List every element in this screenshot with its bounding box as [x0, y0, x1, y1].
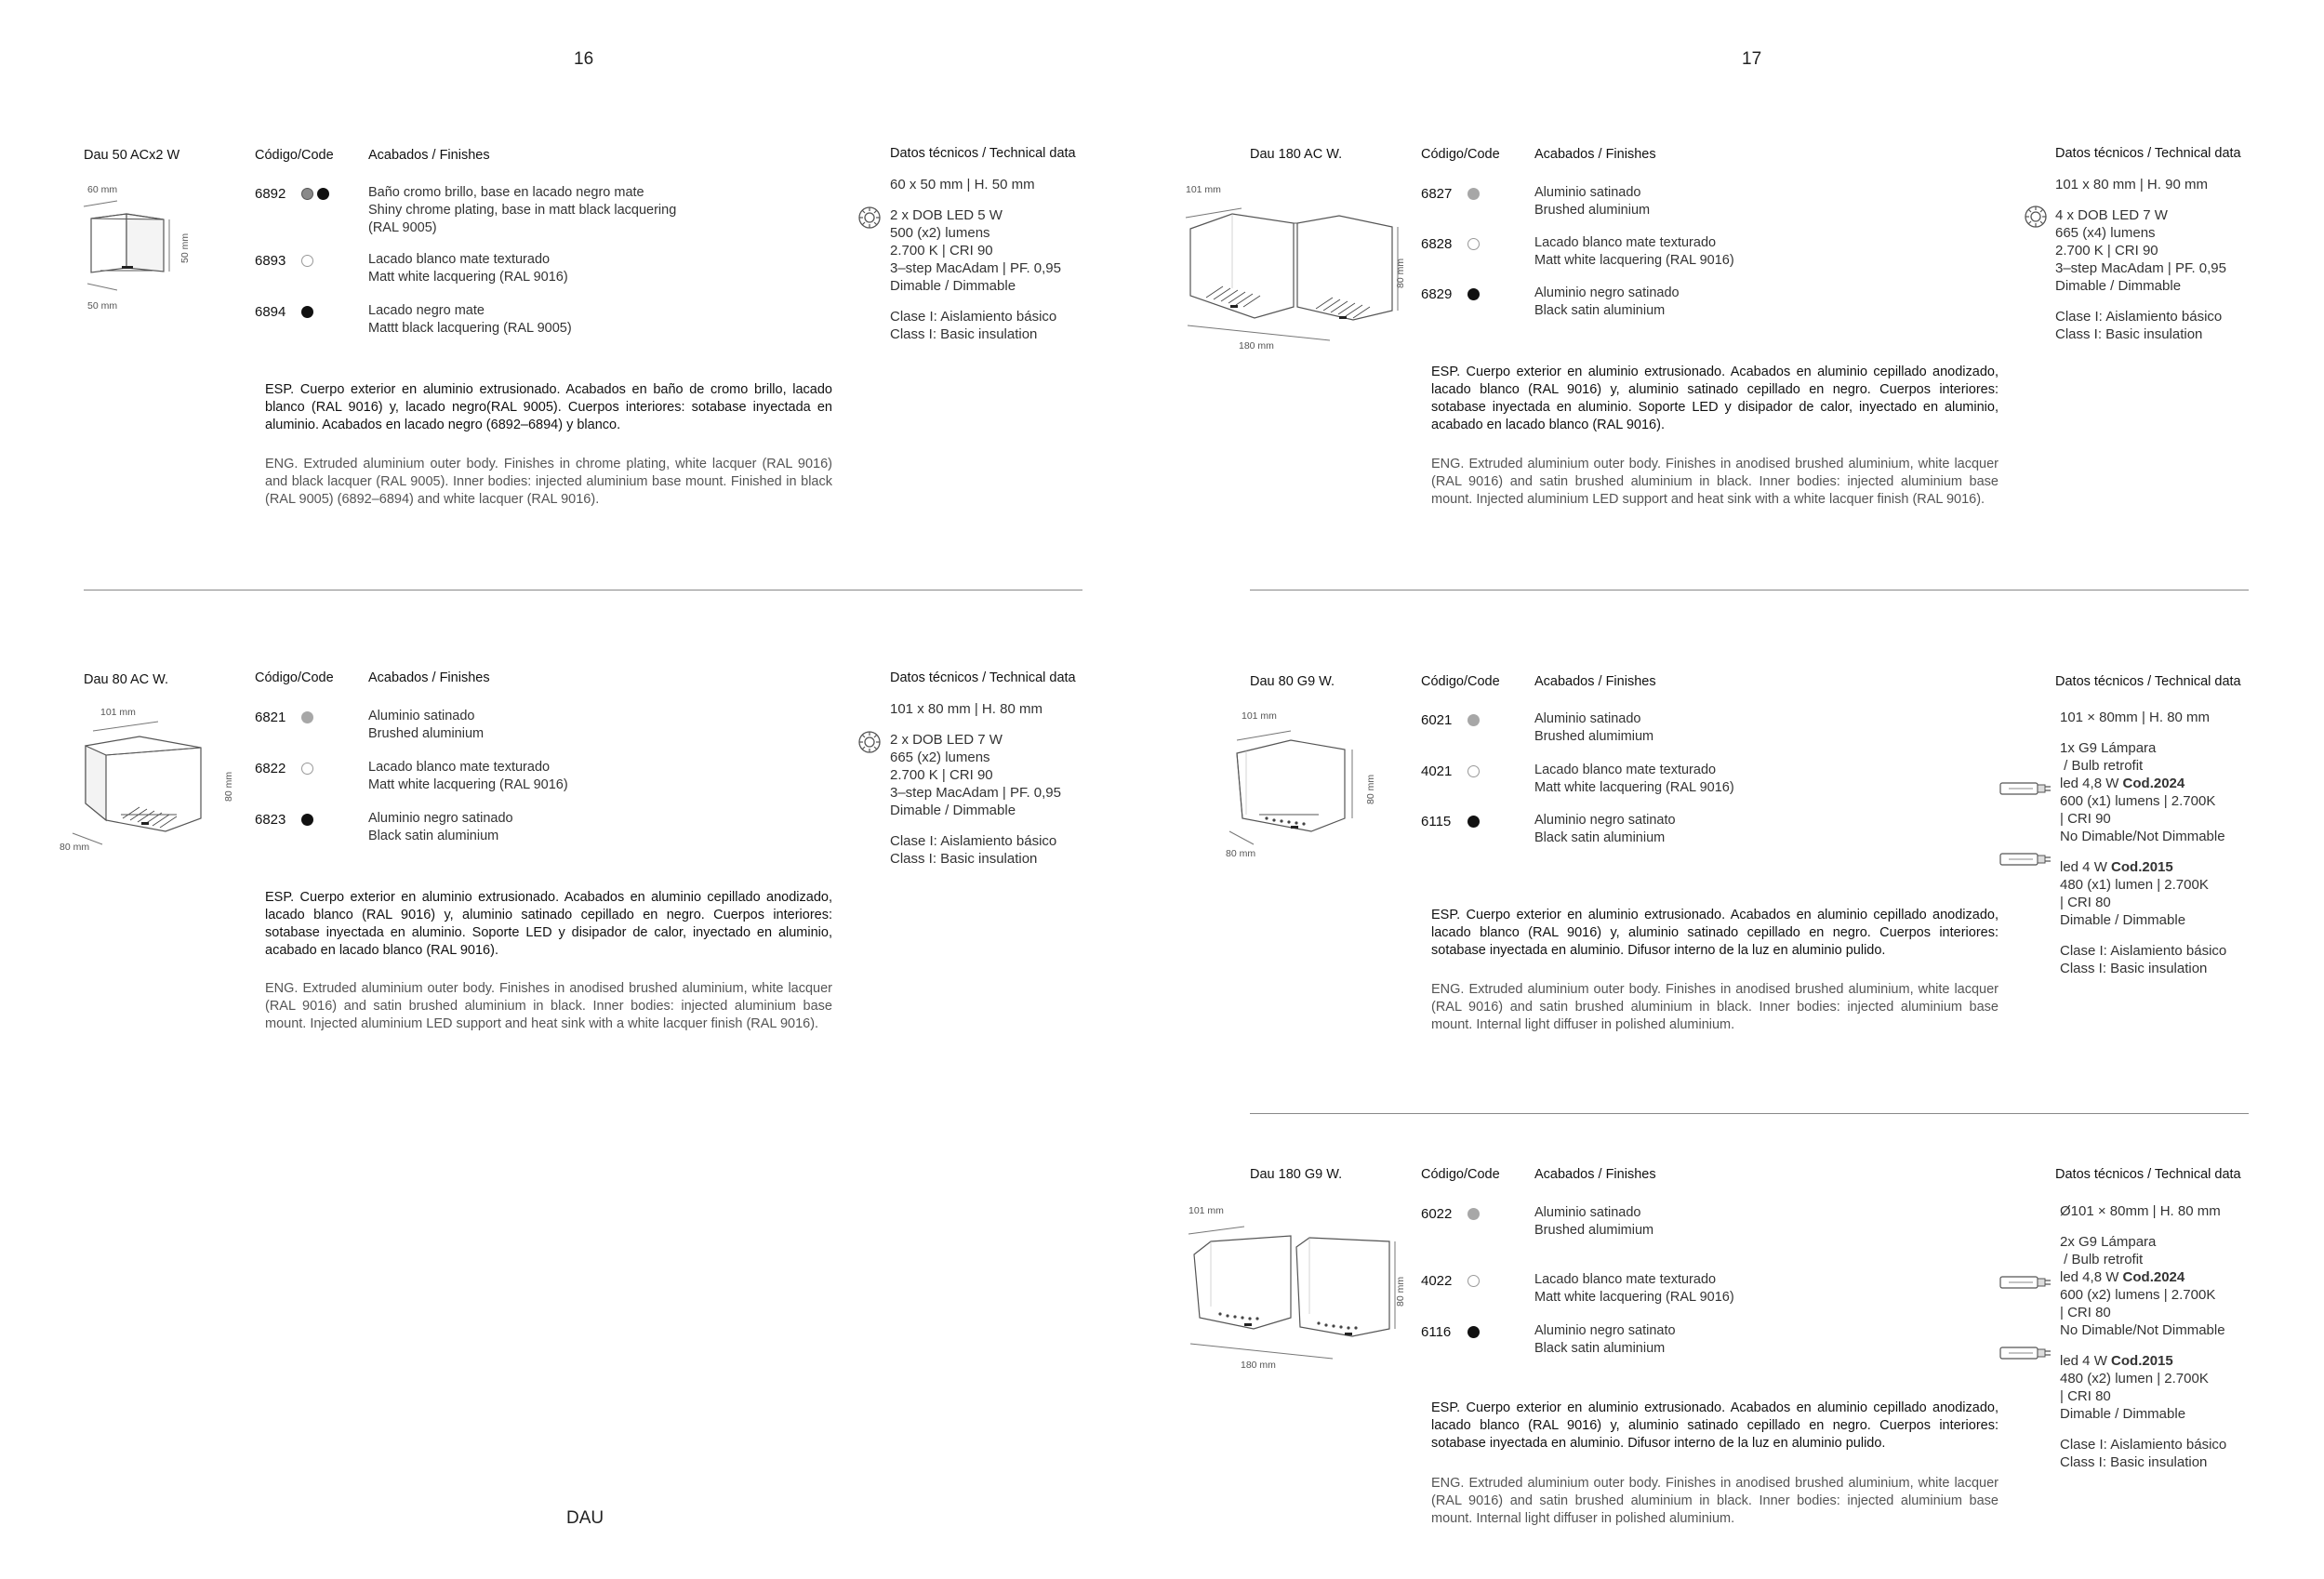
- page-number-left: 16: [574, 49, 594, 69]
- finish-description: [1534, 1271, 1734, 1307]
- code-row: [1421, 712, 1480, 728]
- finish-en: Black satin aluminium: [368, 829, 499, 843]
- product-drawing: [80, 195, 182, 302]
- page-number-right: 17: [1742, 49, 1762, 69]
- product-code: 4022: [1421, 1273, 1453, 1289]
- finishes-header: Acabados / Finishes: [1534, 1167, 1656, 1182]
- footer-label: DAU: [566, 1508, 604, 1528]
- finish-es: Lacado blanco mate texturado: [1534, 763, 1717, 777]
- code-row: [1421, 286, 1480, 302]
- finish-es: Aluminio negro satinado: [1534, 285, 1680, 300]
- dimension-label: 101 mm: [1186, 184, 1221, 195]
- tech-line: Class I: Basic insulation: [890, 851, 1038, 867]
- tech-line: / Bulb retrofit: [2060, 1252, 2144, 1267]
- dimension-label: 80 mm: [1365, 774, 1376, 804]
- white-swatch-icon: [1467, 1275, 1480, 1287]
- finish-description: [368, 184, 676, 237]
- code-row: [1421, 236, 1480, 252]
- finish-es: Lacado blanco mate texturado: [1534, 1272, 1717, 1287]
- product-drawing: [65, 718, 223, 848]
- code-row: [255, 304, 313, 320]
- finish-es: Aluminio satinado: [1534, 185, 1641, 200]
- product-code: 6827: [1421, 186, 1453, 202]
- product-code: 6022: [1421, 1206, 1453, 1222]
- tech-line: 4 x DOB LED 7 W: [2055, 207, 2168, 223]
- product-code: 6822: [255, 761, 286, 776]
- finish-es: Aluminio satinado: [1534, 711, 1641, 726]
- tech-code: Cod.2024: [2122, 1269, 2185, 1285]
- code-header: Código/Code: [255, 670, 334, 685]
- black-swatch-icon: [301, 306, 313, 318]
- code-header: Código/Code: [255, 148, 334, 163]
- code-row: [1421, 1273, 1480, 1289]
- tech-line: 480 (x2) lumen | 2.700K: [2060, 1371, 2209, 1387]
- code-row: [255, 812, 313, 828]
- tech-line: | CRI 90: [2060, 811, 2111, 827]
- finish-en: Brushed alumimium: [1534, 729, 1654, 744]
- finish-en: Black satin aluminium: [1534, 1341, 1666, 1356]
- dimension-label: 180 mm: [1241, 1360, 1276, 1371]
- finish-description: [1534, 762, 1734, 797]
- code-row: [255, 253, 313, 269]
- black-swatch-icon: [1467, 1326, 1480, 1338]
- tech-line: Class I: Basic insulation: [2055, 326, 2203, 342]
- description-en: ENG. Extruded aluminium outer body. Finishes in chrome plating, white lacquer (RAL 9016) and black lacquer (RAL 9005). Inner bodies: injected aluminium base mount. Finished in black (RAL 9005) (6892–6894) and white lacquer (RAL 9016).: [265, 457, 832, 507]
- code-row: [255, 710, 313, 725]
- tech-data: [2060, 709, 2226, 977]
- finish-en: Matt white lacquering (RAL 9016): [368, 777, 568, 792]
- tech-text: led 4,8 W: [2060, 776, 2123, 791]
- product-drawing: [1189, 1214, 1402, 1362]
- tech-line: Class I: Basic insulation: [890, 326, 1038, 342]
- g9-bulb-icon: [1999, 1346, 2053, 1360]
- tech-size: 101 x 80 mm | H. 80 mm: [890, 701, 1042, 717]
- tech-line: Dimable / Dimmable: [2060, 912, 2186, 928]
- finish-description: [1534, 184, 1650, 219]
- code-row: [1421, 814, 1480, 829]
- finish-es: Lacado blanco mate texturado: [1534, 235, 1717, 250]
- tech-code: Cod.2015: [2111, 1353, 2173, 1369]
- finish-en: Brushed aluminium: [1534, 203, 1651, 218]
- product-name: Dau 180 AC W.: [1250, 147, 1343, 162]
- finish-es: Aluminio negro satinado: [368, 811, 513, 826]
- tech-line: 2x G9 Lámpara: [2060, 1234, 2157, 1250]
- tech-line: 500 (x2) lumens: [890, 225, 990, 241]
- product-code: 6021: [1421, 712, 1453, 728]
- finish-en: Brushed aluminium: [368, 726, 485, 741]
- tech-line: | CRI 80: [2060, 1305, 2111, 1320]
- dimension-label: 180 mm: [1239, 340, 1274, 352]
- finish-en: Brushed alumimium: [1534, 1223, 1654, 1238]
- black-swatch-icon: [317, 188, 329, 200]
- finish-es: Baño cromo brillo, base en lacado negro mate: [368, 185, 644, 200]
- product-name: Dau 180 G9 W.: [1250, 1167, 1343, 1182]
- description-es: ESP. Cuerpo exterior en aluminio extrusionado. Acabados en aluminio cepillado anodizado, lacado blanco (RAL 9016) y, aluminio satinado cepillado en negro. Cuerpos interiores: sotabase inyectada en aluminio. Difusor interno de la luz en aluminio pulido.: [1431, 908, 1999, 958]
- description-en: ENG. Extruded aluminium outer body. Finishes in anodised brushed aluminium, white lacquer (RAL 9016) and satin brushed aluminium in black. Inner bodies: injected aluminium base mount. Injected aluminium LED support and heat sink with a white lacquer finish (RAL 9016).: [265, 981, 832, 1031]
- tech-size: 60 x 50 mm | H. 50 mm: [890, 177, 1035, 192]
- tech-line: 480 (x1) lumen | 2.700K: [2060, 877, 2209, 893]
- product-name: Dau 80 AC W.: [84, 672, 169, 687]
- code-row: [255, 761, 313, 776]
- description-es: ESP. Cuerpo exterior en aluminio extrusionado. Acabados en aluminio cepillado anodizado, lacado blanco (RAL 9016) y, aluminio satinado cepillado en negro. Cuerpos interiores: sotabase inyectada en aluminio. Soporte LED y disipador de calor, inyectado en aluminio, acabado en lacado blanco (RAL 9016).: [265, 890, 832, 958]
- dimension-label: 80 mm: [223, 771, 234, 802]
- finish-description: [1534, 285, 1680, 320]
- tech-line: Clase I: Aislamiento básico: [2060, 943, 2227, 959]
- description-en: ENG. Extruded aluminium outer body. Finishes in anodised brushed aluminium, white lacquer (RAL 9016) and satin brushed aluminium in black. Inner bodies: injected aluminium base mount. Internal light diffuser in polished aluminium.: [1431, 982, 1999, 1032]
- description-en: ENG. Extruded aluminium outer body. Finishes in anodised brushed aluminium, white lacquer (RAL 9016) and satin brushed aluminium in black. Inner bodies: injected aluminium base mount. Injected aluminium LED support and heat sink with a white lacquer finish (RAL 9016).: [1431, 457, 1999, 507]
- tech-line: 665 (x2) lumens: [890, 750, 990, 765]
- tech-line: 2.700 K | CRI 90: [890, 243, 993, 259]
- product-code: 6893: [255, 253, 286, 269]
- finish-es: Aluminio negro satinato: [1534, 1323, 1676, 1338]
- tech-line: [2060, 775, 2226, 792]
- product-code: 6829: [1421, 286, 1453, 302]
- finish-description: [1534, 812, 1676, 847]
- white-swatch-icon: [301, 763, 313, 775]
- description-en: ENG. Extruded aluminium outer body. Finishes in anodised brushed aluminium, white lacquer (RAL 9016) and satin brushed aluminium in black. Inner bodies: injected aluminium base mount. Internal light diffuser in polished aluminium.: [1431, 1476, 1999, 1526]
- tech-line: 2 x DOB LED 7 W: [890, 732, 1003, 748]
- tech-data: [2055, 176, 2226, 343]
- white-swatch-icon: [1467, 238, 1480, 250]
- tech-line: Dimable / Dimmable: [890, 803, 1016, 818]
- description-es: ESP. Cuerpo exterior en aluminio extrusionado. Acabados en baño de cromo brillo, lacado blanco (RAL 9016) y, lacado negro(RAL 9005). Cuerpos interiores: sotabase inyectada en aluminio. Acabados en lacado negro (6892–6894) y blanco.: [265, 382, 832, 432]
- tech-header: Datos técnicos / Technical data: [2055, 674, 2241, 689]
- finish-description: [368, 810, 513, 845]
- dimension-label: 80 mm: [1226, 848, 1256, 859]
- tech-line: 600 (x1) lumens | 2.700K: [2060, 793, 2216, 809]
- product-code: 6821: [255, 710, 286, 725]
- finish-en: Matt white lacquering (RAL 9016): [368, 270, 568, 285]
- product-code: 6116: [1421, 1324, 1452, 1340]
- code-row: [1421, 186, 1480, 202]
- black-swatch-icon: [301, 814, 313, 826]
- finish-description: [1534, 710, 1653, 746]
- finish-description: [1534, 234, 1734, 270]
- satin-swatch-icon: [301, 711, 313, 723]
- finish-es: Lacado blanco mate texturado: [368, 760, 551, 775]
- tech-line: Clase I: Aislamiento básico: [2060, 1437, 2227, 1453]
- product-code: 4021: [1421, 763, 1453, 779]
- chrome-swatch-icon: [301, 188, 313, 200]
- white-swatch-icon: [301, 255, 313, 267]
- tech-line: 3–step MacAdam | PF. 0,95: [2055, 260, 2226, 276]
- product-drawing: [1226, 722, 1374, 852]
- finishes-header: Acabados / Finishes: [368, 148, 490, 163]
- tech-line: Clase I: Aislamiento básico: [2055, 309, 2223, 325]
- tech-line: Class I: Basic insulation: [2060, 1454, 2208, 1470]
- finish-en: (RAL 9005): [368, 220, 437, 235]
- finish-description: [368, 251, 568, 286]
- tech-header: Datos técnicos / Technical data: [2055, 1167, 2241, 1182]
- tech-line: | CRI 80: [2060, 895, 2111, 910]
- led-chip-icon: [2024, 205, 2048, 229]
- tech-line: [2060, 1268, 2226, 1286]
- tech-text: led 4 W: [2060, 859, 2112, 875]
- finish-es: Aluminio satinado: [1534, 1205, 1641, 1220]
- tech-line: 665 (x4) lumens: [2055, 225, 2156, 241]
- finish-es: Aluminio negro satinato: [1534, 813, 1676, 828]
- finish-en: Matt white lacquering (RAL 9016): [1534, 253, 1734, 268]
- product-drawing: [1186, 195, 1400, 344]
- finish-description: [368, 759, 568, 794]
- tech-data: [890, 176, 1061, 343]
- g9-bulb-icon: [1999, 1275, 2053, 1290]
- tech-line: 1x G9 Lámpara: [2060, 740, 2157, 756]
- dimension-label: 80 mm: [1395, 1276, 1406, 1307]
- product-code: 6828: [1421, 236, 1453, 252]
- tech-text: led 4 W: [2060, 1353, 2112, 1369]
- tech-line: Dimable / Dimmable: [2060, 1406, 2186, 1422]
- tech-line: 2 x DOB LED 5 W: [890, 207, 1003, 223]
- code-header: Código/Code: [1421, 147, 1500, 162]
- product-code: 6823: [255, 812, 286, 828]
- code-row: [255, 186, 329, 202]
- description-es: ESP. Cuerpo exterior en aluminio extrusionado. Acabados en aluminio cepillado anodizado, lacado blanco (RAL 9016) y, aluminio satinado cepillado en negro. Cuerpos interiores: sotabase inyectada en aluminio. Soporte LED y disipador de calor, inyectado en aluminio, acabado en lacado blanco (RAL 9016).: [1431, 365, 1999, 432]
- finish-description: [1534, 1204, 1653, 1240]
- g9-bulb-icon: [1999, 852, 2053, 867]
- tech-line: No Dimable/Not Dimmable: [2060, 829, 2225, 844]
- dimension-label: 101 mm: [100, 707, 136, 718]
- finish-es: Lacado negro mate: [368, 303, 485, 318]
- finishes-header: Acabados / Finishes: [1534, 674, 1656, 689]
- dimension-label: 80 mm: [60, 842, 90, 853]
- tech-line: Class I: Basic insulation: [2060, 961, 2208, 976]
- code-row: [1421, 1324, 1480, 1340]
- tech-header: Datos técnicos / Technical data: [2055, 146, 2241, 161]
- dimension-label: 101 mm: [1242, 710, 1277, 722]
- tech-line: 3–step MacAdam | PF. 0,95: [890, 260, 1061, 276]
- finish-es: Lacado blanco mate texturado: [368, 252, 551, 267]
- tech-line: Dimable / Dimmable: [2055, 278, 2182, 294]
- code-row: [1421, 763, 1480, 779]
- tech-line: | CRI 80: [2060, 1388, 2111, 1404]
- tech-line: 2.700 K | CRI 90: [890, 767, 993, 783]
- description-es: ESP. Cuerpo exterior en aluminio extrusionado. Acabados en aluminio cepillado anodizado, lacado blanco (RAL 9016) y, aluminio satinado cepillado en negro. Cuerpos interiores: sotabase inyectada en aluminio. Difusor interno de la luz en aluminio pulido.: [1431, 1400, 1999, 1451]
- g9-bulb-icon: [1999, 781, 2053, 796]
- product-name: Dau 50 ACx2 W: [84, 148, 180, 163]
- dimension-label: 50 mm: [87, 300, 118, 312]
- tech-line: [2060, 1352, 2226, 1370]
- tech-line: [2060, 858, 2226, 876]
- finish-en: Mattt black lacquering (RAL 9005): [368, 321, 572, 336]
- tech-line: Dimable / Dimmable: [890, 278, 1016, 294]
- tech-code: Cod.2024: [2122, 776, 2185, 791]
- tech-line: No Dimable/Not Dimmable: [2060, 1322, 2225, 1338]
- tech-line: / Bulb retrofit: [2060, 758, 2144, 774]
- finishes-header: Acabados / Finishes: [1534, 147, 1656, 162]
- tech-header: Datos técnicos / Technical data: [890, 670, 1076, 685]
- dimension-label: 101 mm: [1189, 1205, 1224, 1216]
- tech-line: 600 (x2) lumens | 2.700K: [2060, 1287, 2216, 1303]
- tech-header: Datos técnicos / Technical data: [890, 146, 1076, 161]
- tech-size: 101 x 80 mm | H. 90 mm: [2055, 177, 2208, 192]
- tech-size: Ø101 × 80mm | H. 80 mm: [2060, 1203, 2221, 1219]
- white-swatch-icon: [1467, 765, 1480, 777]
- dimension-label: 80 mm: [1395, 258, 1406, 288]
- tech-data: [890, 700, 1061, 868]
- code-header: Código/Code: [1421, 674, 1500, 689]
- finish-en: Matt white lacquering (RAL 9016): [1534, 780, 1734, 795]
- finish-description: [368, 708, 484, 743]
- finish-description: [368, 302, 572, 338]
- dimension-label: 60 mm: [87, 184, 118, 195]
- tech-text: led 4,8 W: [2060, 1269, 2123, 1285]
- led-chip-icon: [857, 206, 882, 230]
- divider-rule: [1250, 1113, 2249, 1114]
- satin-swatch-icon: [1467, 714, 1480, 726]
- product-code: 6894: [255, 304, 286, 320]
- tech-size: 101 × 80mm | H. 80 mm: [2060, 710, 2211, 725]
- black-swatch-icon: [1467, 288, 1480, 300]
- finish-en: Black satin aluminium: [1534, 830, 1666, 845]
- black-swatch-icon: [1467, 816, 1480, 828]
- finish-es: Aluminio satinado: [368, 709, 475, 723]
- finishes-header: Acabados / Finishes: [368, 670, 490, 685]
- tech-line: 2.700 K | CRI 90: [2055, 243, 2158, 259]
- code-row: [1421, 1206, 1480, 1222]
- tech-code: Cod.2015: [2111, 859, 2173, 875]
- finish-en: Black satin aluminium: [1534, 303, 1666, 318]
- satin-swatch-icon: [1467, 188, 1480, 200]
- finish-en: Shiny chrome plating, base in matt black lacquering: [368, 203, 677, 218]
- product-name: Dau 80 G9 W.: [1250, 674, 1335, 689]
- satin-swatch-icon: [1467, 1208, 1480, 1220]
- code-header: Código/Code: [1421, 1167, 1500, 1182]
- finish-en: Matt white lacquering (RAL 9016): [1534, 1290, 1734, 1305]
- dimension-label: 50 mm: [179, 232, 191, 263]
- tech-data: [2060, 1202, 2226, 1471]
- tech-line: Clase I: Aislamiento básico: [890, 309, 1057, 325]
- product-code: 6115: [1421, 814, 1452, 829]
- tech-line: Clase I: Aislamiento básico: [890, 833, 1057, 849]
- tech-line: 3–step MacAdam | PF. 0,95: [890, 785, 1061, 801]
- finish-description: [1534, 1322, 1676, 1358]
- led-chip-icon: [857, 730, 882, 754]
- product-code: 6892: [255, 186, 286, 202]
